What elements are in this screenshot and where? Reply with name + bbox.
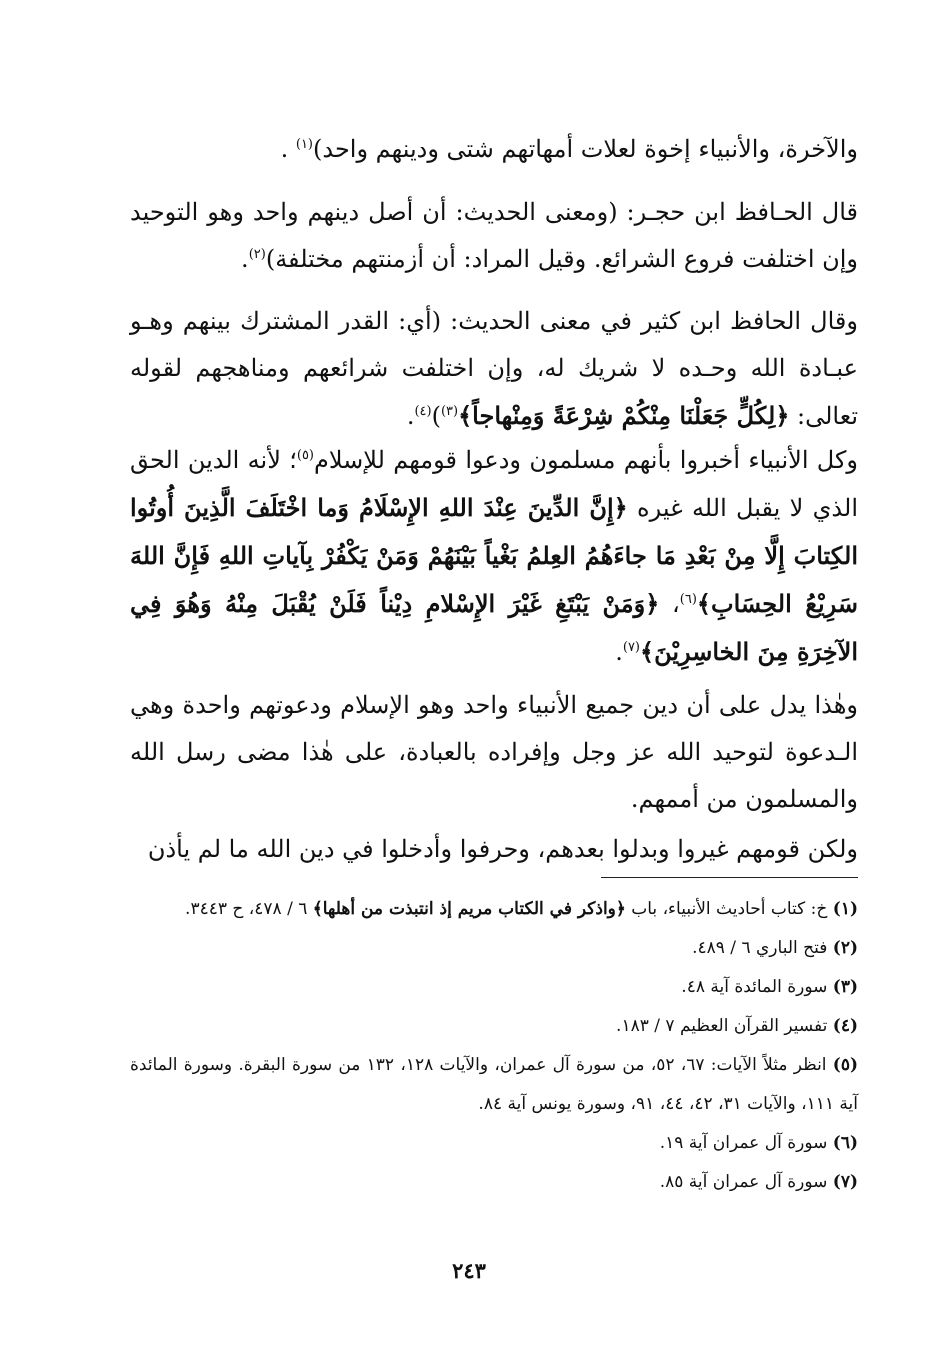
paragraph-text-mid: ) — [431, 402, 441, 430]
paragraph-5 — [130, 682, 858, 823]
paragraph-text: وهٰذا يدل على أن دين جميع الأنبياء واحد وهو الإسلام ودعوتهم واحدة وهي الـدعوة لتوحيد الله عز وجل وإفراده بالعبادة، على هٰذا مضى رسل الله والمسلمون من أممهم. — [130, 691, 858, 813]
paragraph-4 — [130, 437, 858, 676]
footnote-5 — [130, 1046, 858, 1124]
footnote-divider — [601, 877, 858, 878]
footnote-text: سورة آل عمران آية ٨٥. — [659, 1172, 833, 1192]
footnote-ref[interactable]: (٤) — [414, 404, 432, 419]
footnote-ref[interactable]: (٦) — [679, 592, 697, 607]
quran-verse: ﴿إِنَّ الدِّينَ عِنْدَ اللهِ الإِسْلَامُ وَما اخْتَلَفَ الَّذِينَ أُوتُوا الكِتابَ إِلَّا مِنْ بَعْدِ مَا جاءَهُمُ العِلمُ بَغْياً بَيْنَهُمْ وَمَنْ يَكْفُرْ بِآياتِ اللهِ فَإِنَّ اللهَ سَرِيْعُ الحِسَابِ﴾ — [130, 493, 859, 618]
paragraph-text: وكل الأنبياء أخبروا بأنهم مسلمون ودعوا قومهم للإسلام — [314, 446, 858, 474]
footnote-ref[interactable]: (٢) — [248, 247, 266, 262]
paragraph-text: ؛ لأنه الدين الحق الذي لا يقبل الله غيره — [130, 446, 858, 522]
footnote-text: سورة المائدة آية ٤٨. — [681, 977, 833, 997]
footnote-number: (٤) — [832, 1016, 858, 1036]
footnote-text: انظر مثلاً الآيات: ٦٧، ٥٢، من سورة آل عمران، والآيات ١٢٨، ١٣٢ من سورة البقرة. وسورة المائدة آية ١١١، والآيات ٣١، ٤٢، ٤٤، ٩١، وسورة يونس آية ٨٤. — [130, 1055, 858, 1114]
footnote-number: (٧) — [832, 1172, 858, 1192]
paragraph-6 — [130, 826, 858, 873]
footnote-number: (٦) — [832, 1133, 858, 1153]
paragraph-end: . — [280, 135, 296, 163]
quran-verse: ﴿وَمَنْ يَبْتَغِ غَيْرَ الإِسْلامِ دِيْناً فَلَنْ يُقْبَلَ مِنْهُ وَهُوَ فِي الآخِرَةِ مِنَ الخاسِرِيْنَ﴾ — [130, 589, 858, 666]
footnote-text: سورة آل عمران آية ١٩. — [659, 1133, 833, 1153]
footnote-text: خ: كتاب أحاديث الأنبياء، باب — [625, 899, 833, 919]
footnote-number: (٢) — [832, 938, 858, 958]
footnote-1 — [130, 890, 858, 929]
footnote-3 — [130, 968, 858, 1007]
footnote-ref[interactable]: (٥) — [296, 448, 314, 463]
footnote-number: (١) — [832, 899, 858, 919]
paragraph-end: . — [615, 638, 623, 666]
page-number: ٢٤٣ — [452, 1258, 486, 1283]
paragraph-text: وقال الحافظ ابن كثير في معنى الحديث: (أي: القدر المشترك بينهم وهـو عبـادة الله وحـده لا شريك له، وإن اختلفت شرائعهم ومناهجهم لقوله تعالى: — [130, 307, 858, 430]
footnote-ref[interactable]: (١) — [295, 137, 313, 152]
footnote-4 — [130, 1007, 858, 1046]
footnote-text: فتح الباري ٦ / ٤٨٩. — [692, 938, 833, 958]
footnote-7 — [130, 1163, 858, 1202]
separator: ، — [659, 590, 680, 618]
footnote-quran: ﴿واذكر في الكتاب مريم إذ انتبذت من أهلها﴾ — [312, 899, 626, 919]
footnote-text: تفسير القرآن العظيم ٧ / ١٨٣. — [616, 1016, 833, 1036]
paragraph-text: ولكن قومهم غيروا وبدلوا بعدهم، وحرفوا وأدخلوا في دين الله ما لم يأذن — [147, 835, 858, 863]
footnote-number: (٣) — [832, 977, 858, 997]
paragraph-2 — [130, 189, 858, 283]
paragraph-text: قال الحـافظ ابن حجـر: (ومعنى الحديث: أن أصل دينهم واحد وهو التوحيد وإن اختلفت فروع الشرائع. وقيل المراد: أن أزمنتهم مختلفة) — [130, 198, 859, 273]
quran-verse: ﴿لِكُلٍّ جَعَلْنَا مِنْكُمْ شِرْعَةً وَمِنْهاجاً﴾ — [458, 401, 790, 430]
footnote-ref[interactable]: (٣) — [440, 404, 459, 419]
footnote-ref[interactable]: (٧) — [622, 640, 640, 655]
paragraph-3 — [130, 298, 858, 440]
footnotes — [130, 890, 858, 1202]
paragraph-end: . — [241, 245, 249, 273]
footnote-2 — [130, 929, 858, 968]
paragraph-text: والآخرة، والأنبياء إخوة لعلات أمهاتهم شتى ودينهم واحد) — [313, 135, 858, 163]
paragraph-1 — [130, 126, 858, 173]
paragraph-end: . — [406, 402, 415, 430]
footnote-6 — [130, 1124, 858, 1163]
footnote-number: (٥) — [832, 1055, 859, 1075]
footnote-text: ٦ / ٤٧٨، ح ٣٤٤٣. — [185, 899, 313, 919]
